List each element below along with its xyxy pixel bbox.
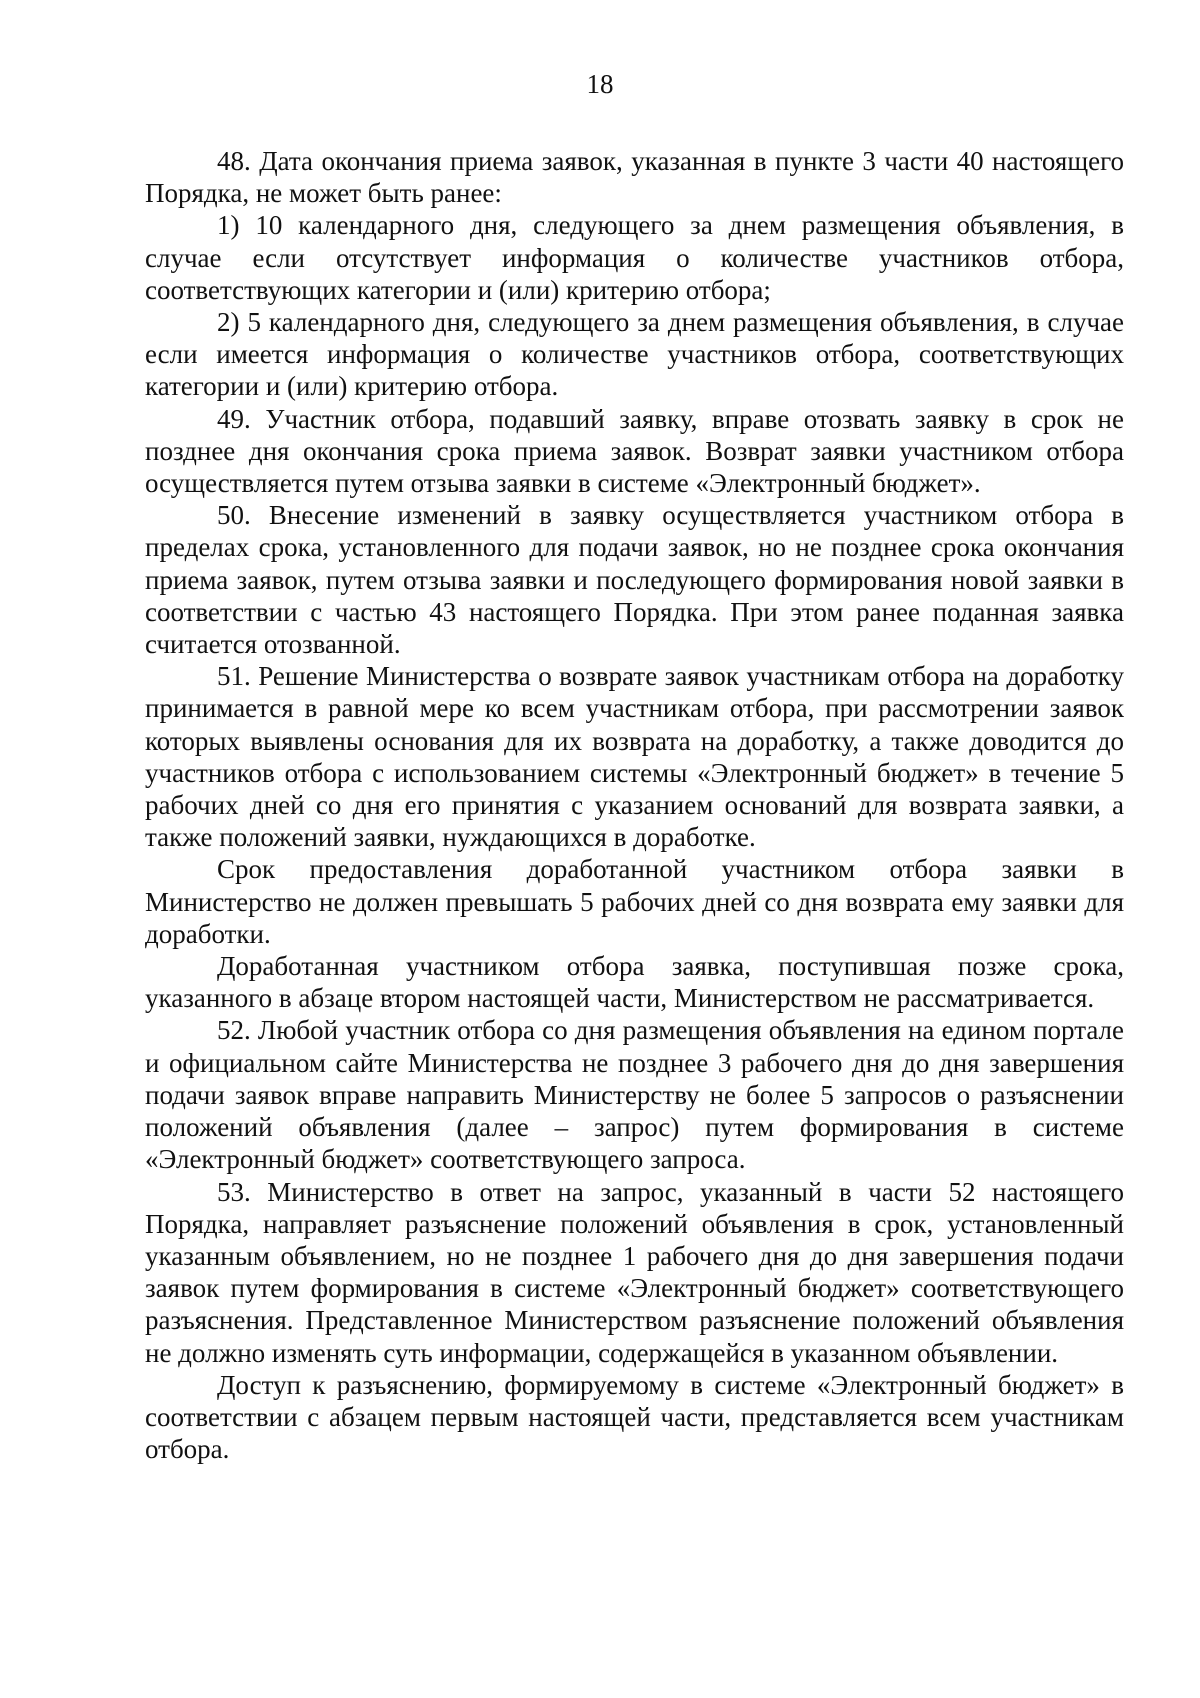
paragraph-53-abzac-2: Доступ к разъяснению, формируемому в системе «Электронный бюджет» в соответствии с абзацем первым настоящей части, представляется всем участникам отбора.	[145, 1369, 1124, 1465]
paragraph-53: 53. Министерство в ответ на запрос, указанный в части 52 настоящего Порядка, направляет разъяснение положений объявления в срок, установленный указанным объявлением, но не позднее 1 рабочего дня до дня завершения подачи заявок путем формирования в системе «Электронный бюджет» соответствующего разъяснения. Представленное Министерством разъяснение положений объявления не должно изменять суть информации, содержащейся в указанном объявлении.	[145, 1176, 1124, 1368]
paragraph-48-item-1: 1) 10 календарного дня, следующего за днем размещения объявления, в случае если отсутствует информация о количестве участников отбора, соответствующих категории и (или) критерию отбора;	[145, 210, 1124, 305]
paragraph-50: 50. Внесение изменений в заявку осуществляется участником отбора в пределах срока, установленного для подачи заявок, но не позднее срока окончания приема заявок, путем отзыва заявки и последующего формирования новой заявки в соответствии с частью 43 настоящего Порядка. При этом ранее поданная заявка считается отозванной.	[145, 500, 1124, 660]
paragraph-48-item-2: 2) 5 календарного дня, следующего за днем размещения объявления, в случае если имеется информация о количестве участников отбора, соответствующих категории и (или) критерию отбора.	[145, 307, 1124, 402]
paragraph-48: 48. Дата окончания приема заявок, указанная в пункте 3 части 40 настоящего Порядка, не может быть ранее:	[145, 146, 1124, 209]
paragraph-51: 51. Решение Министерства о возврате заявок участникам отбора на доработку принимается в равной мере ко всем участникам отбора, при рассмотрении заявок которых выявлены основания для их возврата на доработку, а также доводится до участников отбора с использованием системы «Электронный бюджет» в течение 5 рабочих дней со дня его принятия с указанием оснований для возврата заявки, а также положений заявки, нуждающихся в доработке.	[145, 661, 1124, 853]
paragraph-51-abzac-3: Доработанная участником отбора заявка, поступившая позже срока, указанного в абзаце втором настоящей части, Министерством не рассматривается.	[145, 951, 1124, 1014]
paragraph-52: 52. Любой участник отбора со дня размещения объявления на едином портале и официальном сайте Министерства не позднее 3 рабочего дня до дня завершения подачи заявок вправе направить Министерству не более 5 запросов о разъяснении положений объявления (далее – запрос) путем формирования в системе «Электронный бюджет» соответствующего запроса.	[145, 1015, 1124, 1175]
document-body	[145, 145, 1124, 1465]
page-number: 18	[586, 69, 614, 99]
paragraph-51-abzac-2: Срок предоставления доработанной участником отбора заявки в Министерство не должен превышать 5 рабочих дней со дня возврата ему заявки для доработки.	[145, 854, 1124, 949]
paragraph-49: 49. Участник отбора, подавший заявку, вправе отозвать заявку в срок не позднее дня окончания срока приема заявок. Возврат заявки участником отбора осуществляется путем отзыва заявки в системе «Электронный бюджет».	[145, 403, 1124, 499]
